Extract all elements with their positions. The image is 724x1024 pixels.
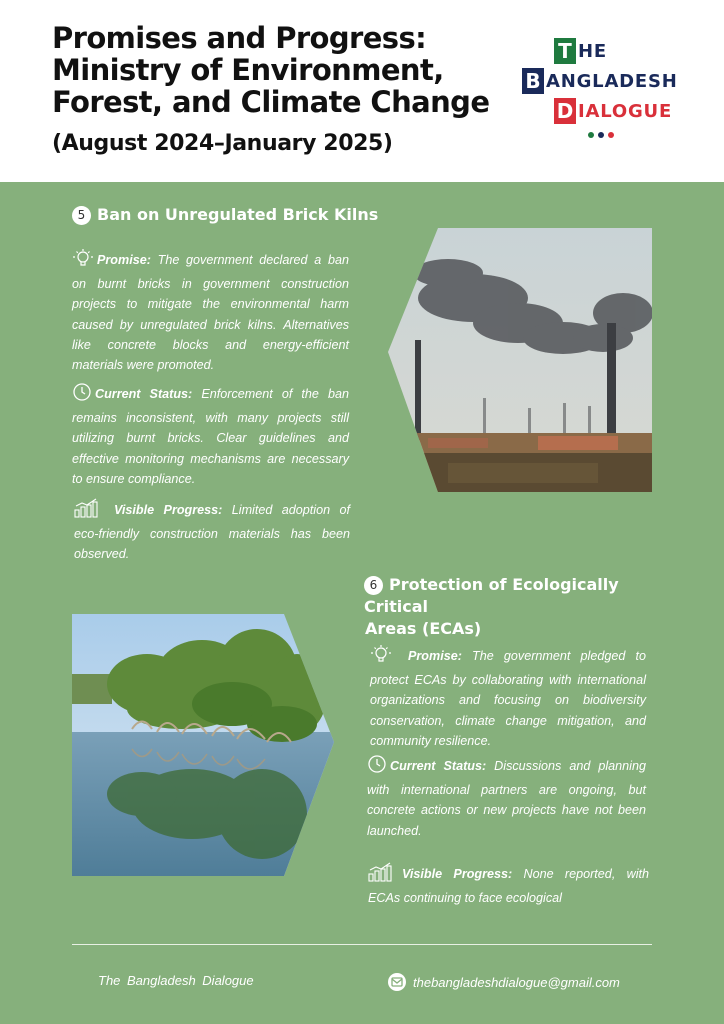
page-title bbox=[52, 21, 490, 119]
logo-row-bangladesh bbox=[522, 68, 678, 94]
section-5-number: 5 bbox=[72, 206, 91, 225]
footer-brand: The Bangladesh Dialogue bbox=[98, 973, 254, 988]
section-6-progress-label: Visible Progress: bbox=[402, 867, 513, 881]
section-6-heading bbox=[364, 574, 654, 640]
bar-chart-icon bbox=[368, 862, 394, 888]
date-range-subtitle: (August 2024–January 2025) bbox=[52, 131, 393, 156]
the-bangladesh-dialogue-logo bbox=[522, 36, 682, 146]
clock-icon bbox=[72, 382, 92, 408]
logo-dot-red bbox=[608, 132, 614, 138]
email-icon bbox=[388, 973, 406, 991]
logo-row-dialogue bbox=[554, 98, 672, 124]
logo-text-angladesh: ANGLADESH bbox=[546, 70, 678, 92]
header bbox=[0, 0, 724, 182]
title-line-2: Ministry of Environment, bbox=[52, 53, 444, 87]
logo-box-t: T bbox=[554, 38, 576, 64]
logo-dots bbox=[588, 132, 614, 138]
bar-chart-icon bbox=[74, 498, 100, 524]
lightbulb-icon bbox=[370, 644, 392, 670]
logo-text-he: HE bbox=[578, 40, 607, 62]
clock-icon bbox=[367, 754, 387, 780]
section-5-heading bbox=[72, 204, 378, 226]
logo-box-b: B bbox=[522, 68, 544, 94]
section-6-status-text: Discussions and planning with international partners are ongoing, but concrete actions or new projects have not been launched. bbox=[367, 759, 646, 838]
section-6-promise bbox=[370, 644, 646, 751]
section-5-progress bbox=[74, 498, 350, 565]
logo-box-d: D bbox=[554, 98, 576, 124]
section-6-number: 6 bbox=[364, 576, 383, 595]
footer-contact bbox=[388, 973, 620, 991]
title-line-1: Promises and Progress: bbox=[52, 21, 427, 55]
title-line-3: Forest, and Climate Change bbox=[52, 85, 490, 119]
section-5-status bbox=[72, 382, 349, 489]
section-6-progress-text: None reported, with ECAs continuing to face ecological bbox=[368, 867, 649, 906]
section-6-status bbox=[367, 754, 646, 841]
section-5-promise bbox=[72, 248, 349, 375]
logo-text-ialogue: IALOGUE bbox=[578, 100, 673, 122]
section-6-progress bbox=[368, 862, 649, 908]
section-5-title: Ban on Unregulated Brick Kilns bbox=[97, 205, 379, 224]
footer-email[interactable]: thebangladeshdialogue@gmail.com bbox=[413, 974, 620, 990]
lightbulb-icon bbox=[72, 248, 94, 274]
section-6-promise-text: The government pledged to protect ECAs by collaborating with international organizations and focusing on biodiversity conservation, climate change mitigation, and community resilience. bbox=[370, 649, 646, 748]
brick-kiln-photo bbox=[388, 228, 652, 492]
section-6-title-row-1 bbox=[364, 574, 654, 618]
section-5-promise-label: Promise: bbox=[97, 253, 151, 267]
section-6-title-line-1: Protection of Ecologically Critical bbox=[364, 575, 619, 616]
section-5-progress-label: Visible Progress: bbox=[114, 503, 223, 517]
section-5-progress-text: Limited adoption of eco-friendly construction materials has been observed. bbox=[74, 503, 351, 562]
mangrove-photo bbox=[72, 614, 334, 876]
section-6-status-label: Current Status: bbox=[390, 759, 487, 773]
section-5-promise-text: The government declared a ban on burnt bricks in government construction projects to mitigate the environmental harm caused by unregulated brick kilns. Alternatives like concrete blocks and energy-efficient materials were promoted. bbox=[72, 253, 350, 373]
logo-dot-green bbox=[588, 132, 594, 138]
logo-dot-navy bbox=[598, 132, 604, 138]
section-5-status-label: Current Status: bbox=[95, 387, 193, 401]
footer-divider bbox=[72, 944, 652, 945]
section-5-status-text: Enforcement of the ban remains inconsistent, with many projects still utilizing burnt bricks. Clear guidelines and effective monitoring mechanisms are necessary to ensure compliance. bbox=[72, 387, 350, 486]
section-6-title-line-2: Areas (ECAs) bbox=[365, 619, 482, 638]
logo-row-the bbox=[554, 38, 607, 64]
section-6-promise-label: Promise: bbox=[408, 649, 462, 663]
